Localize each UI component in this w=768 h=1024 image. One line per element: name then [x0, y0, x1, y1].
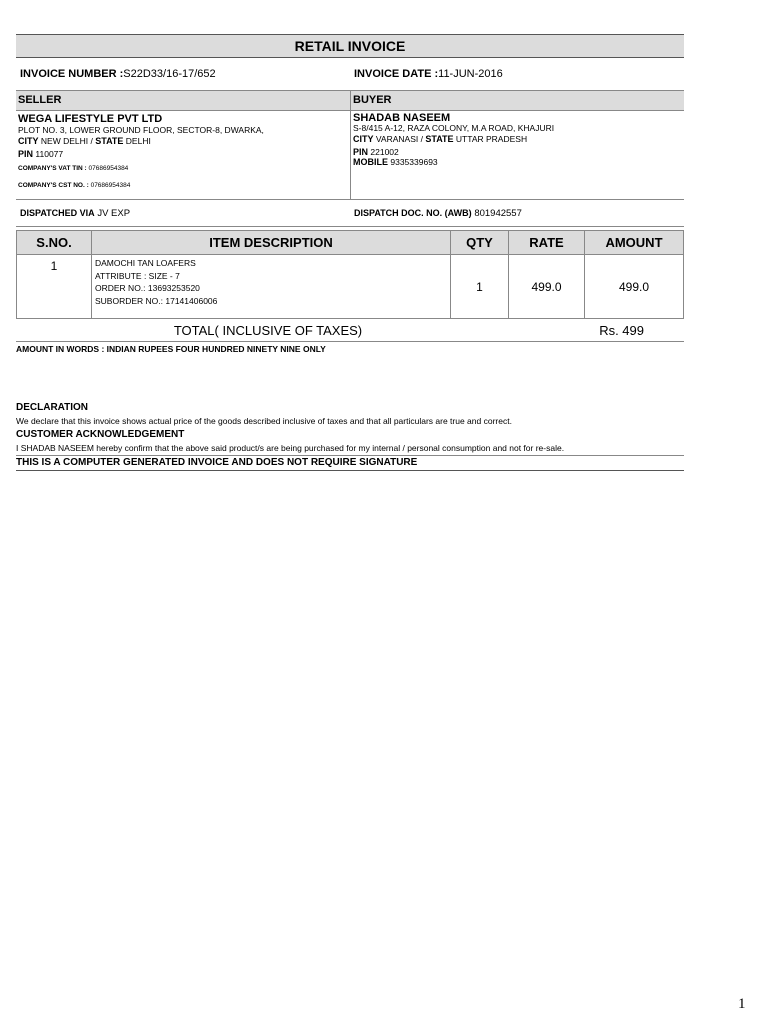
dispatch-doc-label: DISPATCH DOC. NO. (AWB)	[354, 207, 472, 218]
col-amount: AMOUNT	[585, 231, 684, 255]
seller-name: WEGA LIFESTYLE PVT LTD	[18, 113, 163, 125]
seller-city-label: CITY	[18, 136, 39, 146]
declaration-title: DECLARATION	[16, 402, 89, 413]
item-attribute: ATTRIBUTE : SIZE - 7	[95, 270, 180, 281]
buyer-header: BUYER	[350, 91, 684, 110]
seller-city-state	[18, 136, 348, 147]
party-details-row	[16, 111, 684, 200]
party-header-row	[16, 90, 684, 111]
item-order-no: ORDER NO.: 13693253520	[95, 283, 200, 293]
total-amount: Rs. 499	[599, 322, 644, 338]
dispatched-via	[16, 208, 350, 219]
row-amount: 499.0	[585, 255, 684, 319]
seller-vat-label: COMPANY'S VAT TIN :	[18, 165, 87, 172]
acknowledgement-title: CUSTOMER ACKNOWLEDGEMENT	[16, 429, 185, 440]
page-number: 1	[738, 996, 746, 1012]
buyer-name: SHADAB NASEEM	[353, 112, 451, 124]
invoice-meta-row	[16, 58, 684, 90]
seller-details	[16, 111, 350, 199]
retail-invoice	[16, 34, 684, 471]
seller-address: PLOT NO. 3, LOWER GROUND FLOOR, SECTOR-8, DWARKA,	[18, 125, 264, 135]
invoice-date-label: INVOICE DATE :	[354, 68, 439, 80]
row-qty: 1	[451, 255, 509, 319]
seller-pin-line	[18, 149, 348, 160]
seller-cst: 07686954384	[90, 182, 131, 189]
buyer-details	[350, 111, 684, 199]
buyer-state: UTTAR PRADESH	[455, 134, 528, 144]
buyer-sep: /	[420, 134, 423, 144]
seller-cst-line	[18, 180, 348, 191]
row-description	[92, 255, 451, 319]
dispatched-via-value: JV EXP	[97, 207, 131, 219]
seller-pin: 110077	[35, 149, 64, 159]
amount-in-words: AMOUNT IN WORDS : INDIAN RUPEES FOUR HUNDRED NINETY NINE ONLY	[16, 344, 326, 354]
seller-vat: 07686954384	[88, 165, 129, 172]
item-suborder-no: SUBORDER NO.: 17141406006	[95, 295, 218, 306]
buyer-city: VARANASI	[375, 134, 419, 144]
dispatch-row	[16, 200, 684, 227]
invoice-date-value: 11-JUN-2016	[438, 68, 503, 80]
buyer-address: S-8/415 A-12, RAZA COLONY, M.A ROAD, KHAJURI	[353, 123, 555, 133]
seller-cst-label: COMPANY'S CST NO. :	[18, 182, 89, 189]
items-table	[16, 230, 684, 319]
item-name: DAMOCHI TAN LOAFERS	[95, 258, 196, 268]
seller-city: NEW DELHI	[40, 136, 89, 146]
acknowledgement-text: I SHADAB NASEEM hereby confirm that the above said product/s are being purchased for my internal / personal consumption and not for re-sale.	[16, 443, 565, 453]
dispatched-via-label: DISPATCHED VIA	[20, 207, 95, 218]
invoice-number	[16, 68, 350, 80]
computer-generated-note: THIS IS A COMPUTER GENERATED INVOICE AND DOES NOT REQUIRE SIGNATURE	[16, 455, 684, 471]
col-rate: RATE	[509, 231, 585, 255]
buyer-city-state	[353, 134, 682, 145]
dispatch-doc	[350, 208, 684, 219]
seller-vat-line	[18, 163, 348, 174]
declaration-text: We declare that this invoice shows actual price of the goods described inclusive of taxes and that all particulars are true and correct.	[16, 416, 512, 426]
invoice-number-label: INVOICE NUMBER :	[20, 68, 124, 80]
buyer-mobile: 9335339693	[390, 157, 438, 167]
invoice-title: RETAIL INVOICE	[16, 34, 684, 58]
invoice-date	[350, 68, 684, 80]
buyer-pin-label: PIN	[353, 147, 369, 157]
items-header-row	[17, 231, 684, 255]
table-row	[17, 255, 684, 319]
buyer-mobile-label: MOBILE	[353, 157, 388, 167]
row-rate: 499.0	[509, 255, 585, 319]
seller-pin-label: PIN	[18, 149, 34, 159]
col-qty: QTY	[451, 231, 509, 255]
buyer-state-label: STATE	[425, 134, 454, 144]
seller-sep: /	[90, 136, 93, 146]
invoice-number-value: S22D33/16-17/652	[123, 68, 216, 80]
total-row	[16, 319, 684, 342]
total-label: TOTAL( INCLUSIVE OF TAXES)	[173, 322, 363, 338]
row-sno: 1	[17, 255, 92, 319]
buyer-pin-line	[353, 147, 682, 157]
dispatch-doc-value: 801942557	[474, 207, 522, 219]
seller-state-label: STATE	[95, 136, 124, 146]
buyer-pin: 221002	[370, 147, 399, 157]
col-sno: S.NO.	[17, 231, 92, 255]
seller-header: SELLER	[18, 94, 62, 106]
col-description: ITEM DESCRIPTION	[92, 231, 451, 255]
seller-state: DELHI	[125, 136, 151, 146]
buyer-mobile-line	[353, 157, 682, 167]
buyer-city-label: CITY	[353, 134, 374, 144]
